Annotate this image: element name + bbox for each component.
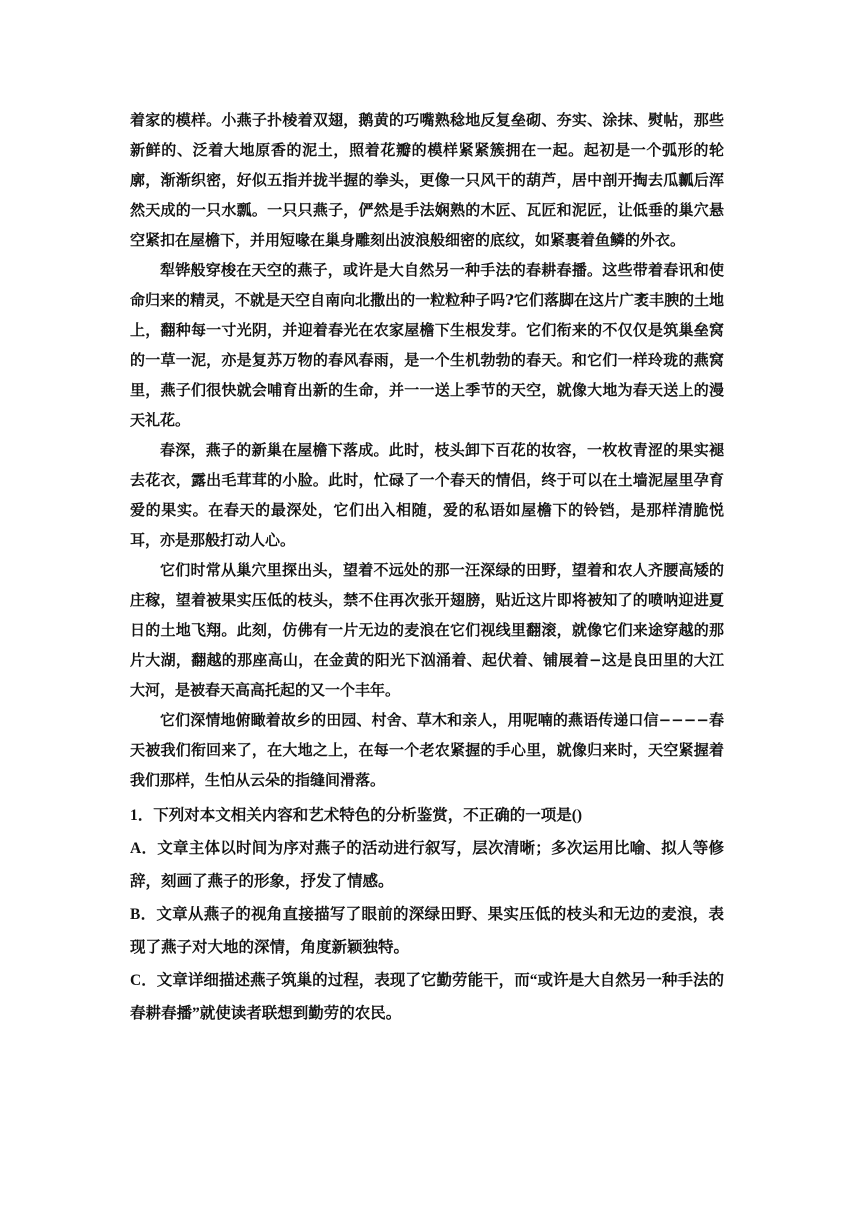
option-a: A．文章主体以时间为序对燕子的活动进行叙写，层次清晰；多次运用比喻、拟人等修辞，刻画了燕子的形象，抒发了情感。 <box>130 840 724 890</box>
question-stem: 1．下列对本文相关内容和艺术特色的分析鉴赏，不正确的一项是() <box>130 807 583 824</box>
passage-paragraph-5: 它们深情地俯瞰着故乡的田园、村舍、草木和亲人，用呢喃的燕语传递口信−−−−春天被我们衔回来了，在大地之上，在每一个老农紧握的手心里，就像归来时，天空紧握着我们那样，生怕从云朵的指缝间滑落。 <box>130 711 724 789</box>
option-b: B．文章从燕子的视角直接描写了眼前的深绿田野、果实压低的枝头和无边的麦浪，表现了燕子对大地的深情，角度新颖独特。 <box>130 906 724 956</box>
option-c: C．文章详细描述燕子筑巢的过程，表现了它勤劳能干，而“或许是大自然另一种手法的春耕春播”就使读者联想到勤劳的农民。 <box>130 972 724 1022</box>
passage-paragraph-3: 春深，燕子的新巢在屋檐下落成。此时，枝头卸下百花的妆容，一枚枚青涩的果实褪去花衣，露出毛茸茸的小脸。此时，忙碌了一个春天的情侣，终于可以在土墙泥屋里孕育爱的果实。在春天的最深处，它们出入相随，爱的私语如屋檐下的铃铛，是那样清脆悦耳，亦是那般打动人心。 <box>130 441 724 549</box>
document-page <box>130 105 724 1030</box>
passage-paragraph-4: 它们时常从巢穴里探出头，望着不远处的那一汪深绿的田野，望着和农人齐腰高矮的庄稼，望着被果实压低的枝头，禁不住再次张开翅膀，贴近这片即将被知了的喷呐迎进夏日的土地飞翔。此刻，仿佛有一片无边的麦浪在它们视线里翻滚，就像它们来途穿越的那片大湖，翻越的那座高山，在金黄的阳光下汹涌着、起伏着、铺展着−这是良田里的大江大河，是被春天高高托起的又一个丰年。 <box>130 561 724 699</box>
passage-paragraph-2: 犁铧般穿梭在天空的燕子，或许是大自然另一种手法的春耕春播。这些带着春讯和使命归来的精灵，不就是天空自南向北撒出的一粒粒种子吗?它们落脚在这片广袤丰腴的土地上，翻种每一寸光阴，并迎着春光在农家屋檐下生根发芽。它们衔来的不仅仅是筑巢垒窝的一草一泥，亦是复苏万物的春风春雨，是一个生机勃勃的春天。和它们一样玲珑的燕窝里，燕子们很快就会哺育出新的生命，并一一送上季节的天空，就像大地为春天送上的漫天礼花。 <box>130 261 724 429</box>
passage-paragraph-1: 着家的模样。小燕子扑棱着双翅，鹅黄的巧嘴熟稔地反复垒砌、夯实、涂抹、熨帖，那些新鲜的、泛着大地原香的泥土，照着花瓣的模样紧紧簇拥在一起。起初是一个弧形的轮廓，渐渐织密，好似五指并拢半握的拳头，更像一只风干的葫芦，居中剖开掏去瓜瓤后浑然天成的一只水瓢。一只只燕子，俨然是手法娴熟的木匠、瓦匠和泥匠，让低垂的巢穴悬空紧扣在屋檐下，并用短喙在巢身雕刻出波浪般细密的底纹，如紧裹着鱼鳞的外衣。 <box>130 111 724 249</box>
